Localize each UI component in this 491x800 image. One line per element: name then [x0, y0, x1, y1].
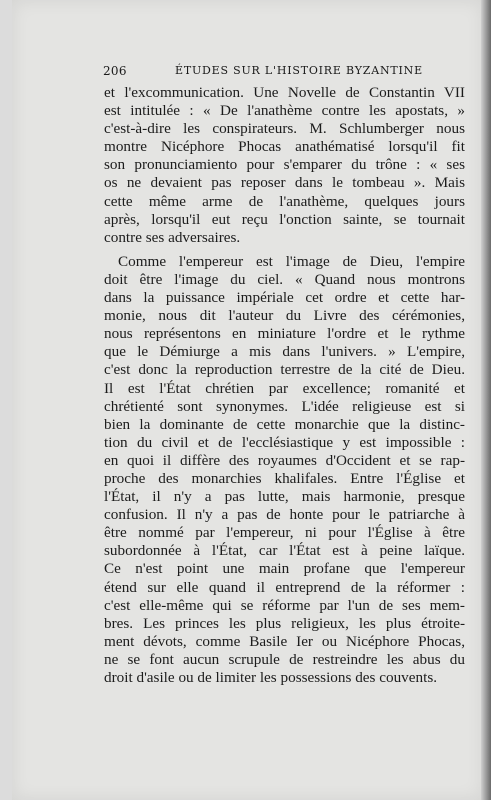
text-line: tion du civil et de l'ecclésiastique y est impossible : — [104, 433, 465, 451]
text-line: c'est-à-dire les conspirateurs. M. Schlumberger nous — [104, 120, 465, 138]
text-line: l'État, il n'y a pas lutte, mais harmonie, presque — [104, 488, 465, 506]
text-line: en quoi il diffère des royaumes d'Occident et se rap- — [104, 451, 465, 469]
text-line: doit être l'image du ciel. « Quand nous montrons — [104, 270, 465, 288]
text-line: cette même arme de l'anathème, quelques jours — [104, 192, 465, 210]
text-line: bien la dominante de cette monarchie que la distinc- — [104, 415, 465, 433]
text-line: dans la puissance impériale cet ordre et cette har- — [104, 289, 465, 307]
page-edge-shadow — [481, 0, 491, 800]
text-line: nous représentons en miniature l'ordre et le rythme — [104, 325, 465, 343]
text-line: après, lorsqu'il eut reçu l'onction sainte, se tournait — [104, 210, 465, 228]
text-line: bres. Les princes les plus religieux, les plus étroite- — [104, 614, 465, 632]
text-line: montre Nicéphore Phocas anathématisé lorsqu'il fit — [104, 138, 465, 156]
running-title: ÉTUDES SUR L'HISTOIRE BYZANTINE — [175, 64, 423, 77]
text-line: ment dévots, comme Basile Ier ou Nicéphore Phocas, — [104, 632, 465, 650]
text-line: droit d'asile ou de limiter les possessions des couvents. — [104, 669, 438, 686]
text-line: proche des monarchies khalifales. Entre l'Église et — [104, 469, 465, 487]
text-line: son pronunciamiento pour s'emparer du trône : « ses — [104, 156, 465, 174]
paragraph-2 — [104, 253, 465, 687]
text-line: est intitulée : « De l'anathème contre les apostats, » — [104, 102, 465, 120]
running-header — [103, 64, 463, 82]
text-line: monie, nous dit l'auteur du Livre des cérémonies, — [104, 307, 465, 325]
text-line: Ce n'est point une main profane que l'empereur — [104, 560, 465, 578]
text-line: contre ses adversaires. — [104, 228, 241, 246]
text-line: que le Démiurge a mis dans l'univers. » L'empire, — [104, 343, 465, 361]
body-text — [104, 84, 465, 687]
text-line: étend sur elle quand il entreprend de la réformer : — [104, 578, 465, 596]
text-line: chrétienté sont synonymes. L'idée religieuse est si — [104, 397, 465, 415]
text-line: être nommé par l'empereur, ni pour l'Église à être — [104, 524, 465, 542]
paragraph-1 — [104, 84, 465, 247]
text-line: Il est l'État chrétien par excellence; romanité et — [104, 379, 465, 397]
text-line: confusion. Il n'y a pas de honte pour le patriarche à — [104, 506, 465, 524]
text-line: ne se font aucun scrupule de restreindre les abus du — [104, 650, 465, 668]
text-line: os ne devaient pas reposer dans le tombeau ». Mais — [104, 174, 465, 192]
text-line: c'est donc la reproduction terrestre de la cité de Dieu. — [104, 361, 465, 379]
text-line: subordonnée à l'État, car l'État est à peine laïque. — [104, 542, 465, 560]
page-number: 206 — [103, 64, 127, 78]
text-line: et l'excommunication. Une Novelle de Constantin VII — [104, 84, 465, 101]
text-line: c'est elle-même qui se réforme par l'un de ses mem- — [104, 596, 465, 614]
text-line: Comme l'empereur est l'image de Dieu, l'empire — [118, 252, 465, 270]
